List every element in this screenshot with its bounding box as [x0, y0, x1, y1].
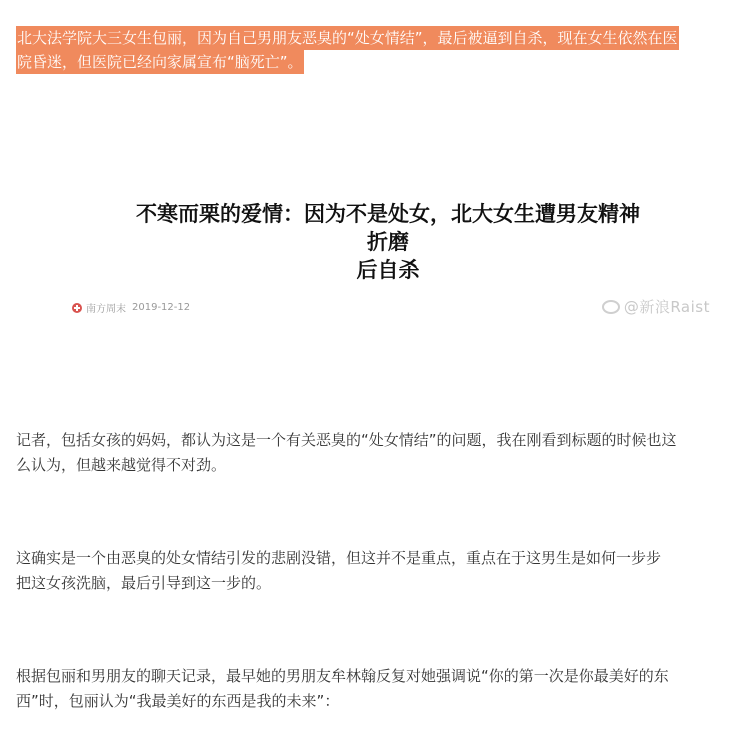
- weibo-icon: [602, 300, 620, 314]
- paragraph-3-line-2: 西”时，包丽认为“我最美好的东西是我的未来”：: [16, 692, 340, 710]
- highlight-line-1: 北大法学院大三女生包丽，因为自己男朋友恶臭的“处女情结”，最后被逼到自杀，现在女生依然在医: [16, 26, 679, 50]
- highlighted-intro: [16, 26, 722, 74]
- highlight-line-2: 院昏迷，但医院已经向家属宣布“脑死亡”。: [16, 50, 304, 74]
- source-date: 2019-12-12: [132, 302, 191, 313]
- paragraph-1-line-1: 记者，包括女孩的妈妈，都认为这是一个有关恶臭的“处女情结”的问题，我在刚看到标题的时候也这: [16, 431, 677, 449]
- image-source: [72, 300, 190, 315]
- image-headline-line-3: 后自杀: [356, 258, 420, 282]
- paragraph-3: [16, 664, 722, 714]
- image-headline-line-2: 折磨: [367, 230, 409, 254]
- paragraph-2-line-1: 这确实是一个由恶臭的处女情结引发的悲剧没错，但这并不是重点，重点在于这男生是如何一步步: [16, 549, 662, 567]
- paragraph-3-line-1: 根据包丽和男朋友的聊天记录，最早她的男朋友牟林翰反复对她强调说“你的第一次是你最美好的东: [16, 667, 669, 685]
- watermark-text: @新浪Raist: [623, 298, 710, 316]
- image-headline: [58, 200, 718, 284]
- paragraph-1: [16, 428, 722, 478]
- weibo-watermark: [602, 296, 710, 317]
- paragraph-2-line-2: 把这女孩洗脑，最后引导到这一步的。: [16, 574, 272, 592]
- image-headline-line-1: 不寒而栗的爱情：因为不是处女，北大女生遭男友精神: [136, 202, 640, 226]
- source-name: 南方周末: [86, 304, 126, 315]
- southern-weekly-logo-icon: [72, 303, 82, 313]
- paragraph-1-line-2: 么认为，但越来越觉得不对劲。: [16, 456, 227, 474]
- paragraph-2: [16, 546, 722, 596]
- article-image: [58, 150, 718, 330]
